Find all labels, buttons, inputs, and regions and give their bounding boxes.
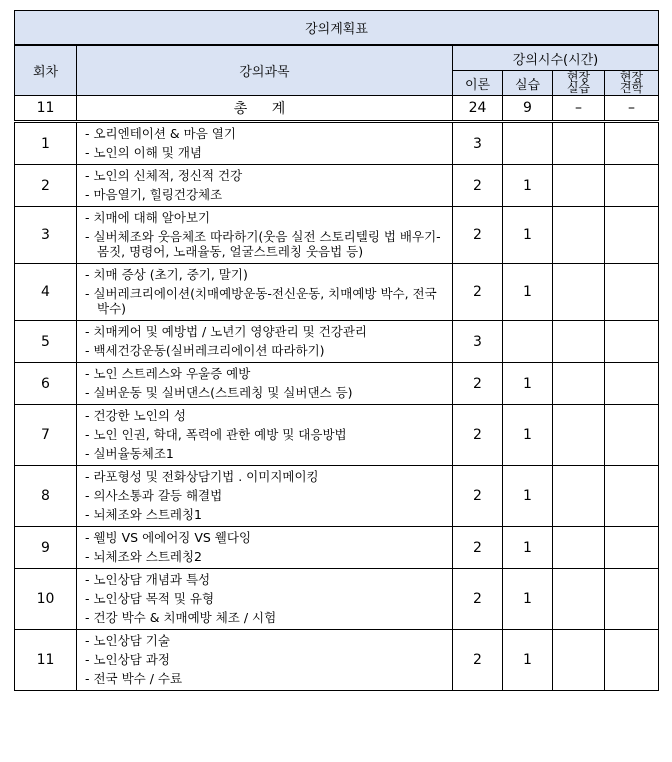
field-practice-cell	[553, 207, 605, 264]
field-visit-cell	[605, 527, 659, 569]
field-visit-cell	[605, 165, 659, 207]
table-row	[15, 321, 659, 363]
session-cell: 1	[15, 122, 77, 165]
practice-cell: 1	[503, 527, 553, 569]
topic-item: - 건강 박수 & 치매예방 체조 / 시험	[85, 610, 277, 625]
topic-item: - 건강한 노인의 성	[85, 408, 186, 423]
field-visit-cell	[605, 207, 659, 264]
topic-item: - 치매케어 및 예방법 / 노년기 영양관리 및 건강관리	[85, 324, 368, 339]
theory-cell: 2	[453, 165, 503, 207]
theory-header: 이론	[453, 71, 503, 96]
session-cell: 7	[15, 405, 77, 466]
table-row	[15, 207, 659, 264]
practice-cell: 1	[503, 569, 553, 630]
session-cell: 3	[15, 207, 77, 264]
topic-item: - 백세건강운동(실버레크리에이션 따라하기)	[85, 343, 325, 358]
session-cell: 5	[15, 321, 77, 363]
session-cell: 4	[15, 264, 77, 321]
practice-cell: 1	[503, 207, 553, 264]
topics-cell	[77, 569, 453, 630]
field-practice-header	[553, 71, 605, 96]
table-row	[15, 122, 659, 165]
topic-item: - 마음열기, 힐링건강체조	[85, 187, 223, 202]
field-visit-header	[605, 71, 659, 96]
field-practice-cell	[553, 569, 605, 630]
table-row	[15, 405, 659, 466]
field-practice-line-2: 실습	[566, 81, 591, 95]
theory-cell: 2	[453, 466, 503, 527]
field-practice-cell	[553, 363, 605, 405]
practice-cell: 1	[503, 264, 553, 321]
theory-cell: 2	[453, 363, 503, 405]
total-session: 11	[15, 96, 77, 122]
field-practice-cell	[553, 405, 605, 466]
session-cell: 8	[15, 466, 77, 527]
topic-item: - 노인 인권, 학대, 폭력에 관한 예방 및 대응방법	[85, 427, 347, 442]
topic-item: - 노인상담 과정	[85, 652, 170, 667]
topic-item: - 노인상담 기술	[85, 633, 170, 648]
session-cell: 9	[15, 527, 77, 569]
practice-header: 실습	[503, 71, 553, 96]
topic-item: - 웰빙 VS 에에어징 VS 웰다잉	[85, 530, 252, 545]
field-visit-cell	[605, 321, 659, 363]
field-practice-cell	[553, 165, 605, 207]
field-practice-cell	[553, 527, 605, 569]
topic-item: - 뇌체조와 스트레칭2	[85, 549, 203, 564]
table-row	[15, 363, 659, 405]
session-cell: 11	[15, 630, 77, 691]
theory-cell: 2	[453, 405, 503, 466]
total-field-visit: –	[605, 96, 659, 122]
field-visit-line-2: 견학	[619, 81, 644, 95]
field-practice-cell	[553, 122, 605, 165]
table-row	[15, 466, 659, 527]
field-visit-line-1: 현장	[619, 70, 644, 84]
field-visit-cell	[605, 630, 659, 691]
practice-cell: 1	[503, 363, 553, 405]
session-cell: 6	[15, 363, 77, 405]
practice-cell	[503, 122, 553, 165]
theory-cell: 2	[453, 207, 503, 264]
subject-header: 강의과목	[77, 45, 453, 96]
total-row	[15, 96, 659, 122]
topics-cell	[77, 207, 453, 264]
topic-item: - 노인의 이해 및 개념	[85, 145, 203, 160]
topic-item: - 전국 박수 / 수료	[85, 671, 183, 686]
practice-cell	[503, 321, 553, 363]
total-label: 총 계	[77, 96, 453, 122]
theory-cell: 3	[453, 321, 503, 363]
field-visit-cell	[605, 363, 659, 405]
table-row	[15, 527, 659, 569]
field-practice-line-1: 현장	[566, 70, 591, 84]
topic-item: - 의사소통과 갈등 해결법	[85, 488, 223, 503]
topics-cell	[77, 466, 453, 527]
topics-cell	[77, 165, 453, 207]
lecture-plan-table	[14, 10, 659, 691]
theory-cell: 3	[453, 122, 503, 165]
topic-item: - 치매에 대해 알아보기	[85, 210, 211, 225]
topic-item: - 라포형성 및 전화상담기법 . 이미지메이킹	[85, 469, 319, 484]
topic-item: - 실버체조와 웃음체조 따라하기(웃음 실전 스토리텔링 법 배우기-몸짓, 명령어, 노래율동, 얼굴스트레칭 웃음법 등)	[85, 229, 441, 259]
field-practice-cell	[553, 466, 605, 527]
topics-cell	[77, 363, 453, 405]
topics-cell	[77, 264, 453, 321]
topic-item: - 뇌체조와 스트레칭1	[85, 507, 203, 522]
practice-cell: 1	[503, 630, 553, 691]
hours-group-header: 강의시수(시간)	[453, 45, 659, 71]
table-row	[15, 569, 659, 630]
topic-item: - 실버운동 및 실버댄스(스트레칭 및 실버댄스 등)	[85, 385, 353, 400]
topic-item: - 노인상담 개념과 특성	[85, 572, 211, 587]
field-visit-cell	[605, 569, 659, 630]
topics-cell	[77, 122, 453, 165]
field-visit-cell	[605, 122, 659, 165]
session-cell: 2	[15, 165, 77, 207]
total-theory: 24	[453, 96, 503, 122]
topic-item: - 오리엔테이션 & 마음 열기	[85, 126, 236, 141]
practice-cell: 1	[503, 405, 553, 466]
theory-cell: 2	[453, 630, 503, 691]
field-practice-cell	[553, 264, 605, 321]
table-title: 강의계획표	[15, 11, 659, 46]
topic-item: - 노인 스트레스와 우울증 예방	[85, 366, 251, 381]
topics-cell	[77, 321, 453, 363]
theory-cell: 2	[453, 264, 503, 321]
practice-cell: 1	[503, 165, 553, 207]
theory-cell: 2	[453, 527, 503, 569]
table-row	[15, 165, 659, 207]
field-visit-cell	[605, 466, 659, 527]
field-visit-cell	[605, 264, 659, 321]
topic-item: - 노인의 신체적, 정신적 건강	[85, 168, 243, 183]
topics-cell	[77, 630, 453, 691]
field-practice-cell	[553, 630, 605, 691]
session-header: 회차	[15, 45, 77, 96]
theory-cell: 2	[453, 569, 503, 630]
total-practice: 9	[503, 96, 553, 122]
field-visit-cell	[605, 405, 659, 466]
topics-cell	[77, 405, 453, 466]
topic-item: - 실버레크리에이션(치매예방운동-전신운동, 치매예방 박수, 전국박수)	[85, 286, 437, 316]
topic-item: - 노인상담 목적 및 유형	[85, 591, 215, 606]
topic-item: - 치매 증상 (초기, 중기, 말기)	[85, 267, 248, 282]
practice-cell: 1	[503, 466, 553, 527]
table-row	[15, 630, 659, 691]
total-field-practice: –	[553, 96, 605, 122]
field-practice-cell	[553, 321, 605, 363]
topic-item: - 실버율동체조1	[85, 446, 174, 461]
session-cell: 10	[15, 569, 77, 630]
topics-cell	[77, 527, 453, 569]
table-row	[15, 264, 659, 321]
